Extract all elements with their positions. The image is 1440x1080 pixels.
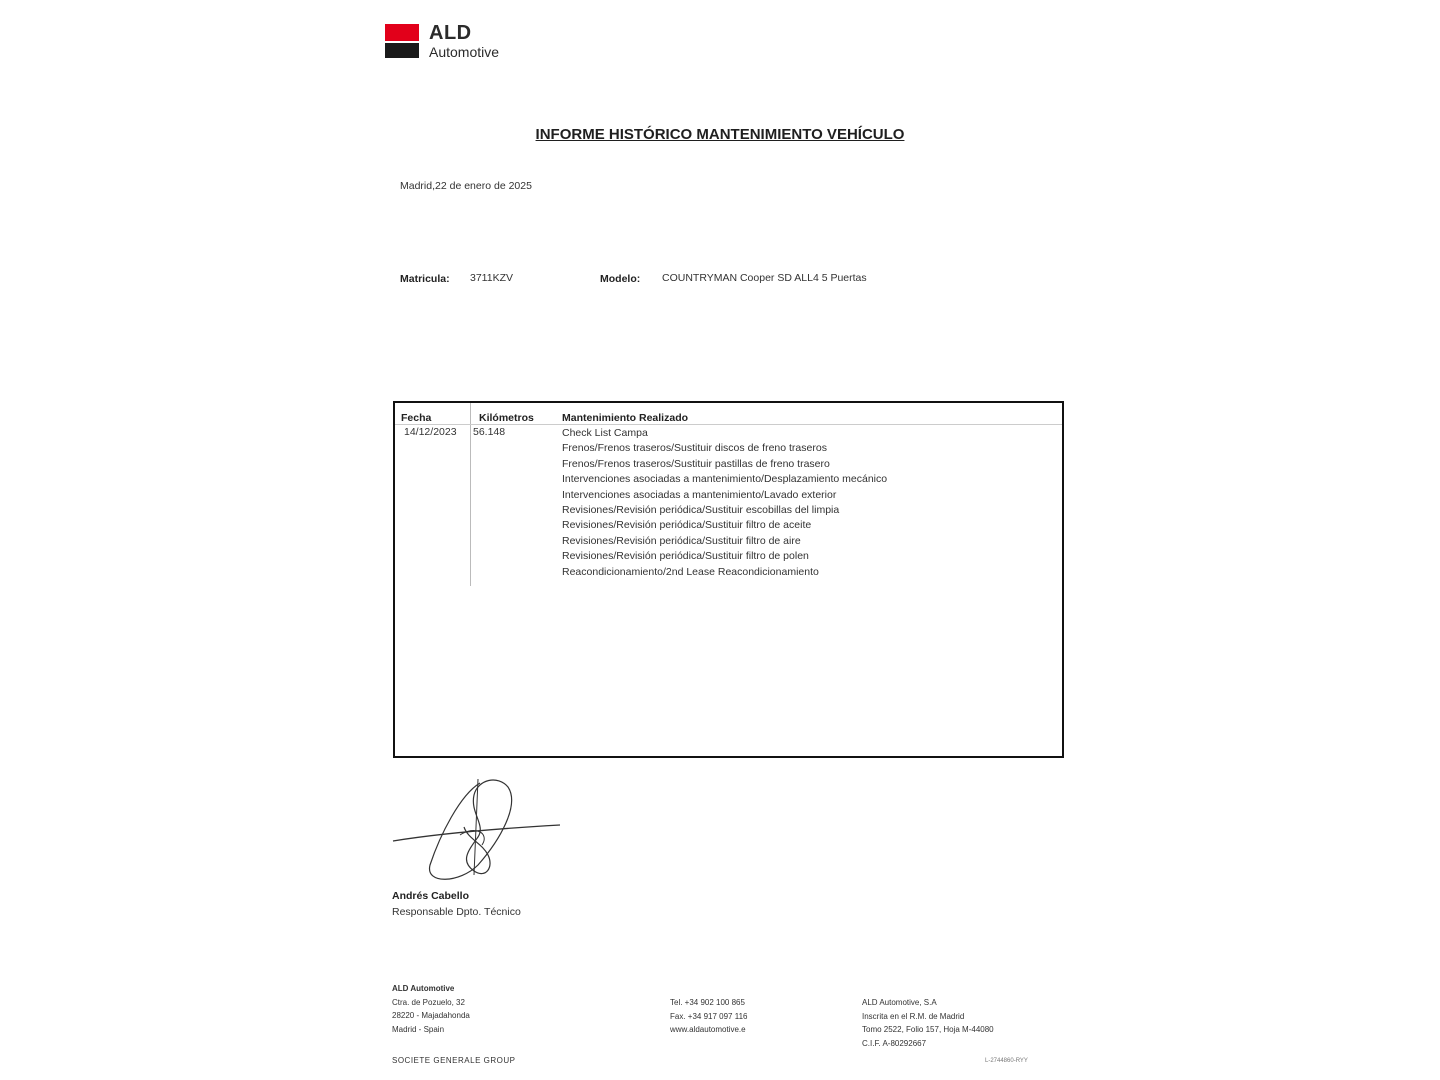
footer-contact-block <box>670 996 747 1037</box>
footer-address-1: Ctra. de Pozuelo, 32 <box>392 997 465 1007</box>
header-maintenance: Mantenimiento Realizado <box>562 412 689 424</box>
model-label: Modelo: <box>600 273 641 285</box>
row-date: 14/12/2023 <box>404 426 457 438</box>
footer-tel: Tel. +34 902 100 865 <box>670 998 745 1007</box>
place-date: Madrid,22 de enero de 2025 <box>400 180 532 192</box>
ald-logo-mark <box>385 24 419 58</box>
footer-legal-3: Tomo 2522, Folio 157, Hoja M-44080 <box>862 1025 994 1034</box>
signatory-role: Responsable Dpto. Técnico <box>392 906 521 918</box>
maintenance-item: Frenos/Frenos traseros/Sustituir discos de freno traseros <box>562 442 827 455</box>
maintenance-list <box>562 426 887 580</box>
maintenance-item: Frenos/Frenos traseros/Sustituir pastillas de freno trasero <box>562 457 830 470</box>
footer-group: SOCIETE GENERALE GROUP <box>392 1056 516 1065</box>
plate-label: Matricula: <box>400 273 450 285</box>
footer-legal-2: Inscrita en el R.M. de Madrid <box>862 1011 965 1021</box>
document-title: INFORME HISTÓRICO MANTENIMIENTO VEHÍCULO <box>535 126 905 143</box>
footer-legal-4: C.I.F. A-80292667 <box>862 1038 927 1048</box>
footer-company: ALD Automotive <box>392 984 455 993</box>
signatory-name: Andrés Cabello <box>392 890 470 902</box>
maintenance-item: Revisiones/Revisión periódica/Sustituir escobillas del limpia <box>562 503 840 516</box>
footer-company-block <box>392 982 470 1036</box>
maintenance-item: Revisiones/Revisión periódica/Sustituir filtro de polen <box>562 550 809 563</box>
footer-ref-code: L-2744860-RYY <box>985 1058 1028 1064</box>
header-date: Fecha <box>401 412 432 424</box>
logo-brand: ALD <box>429 22 472 44</box>
footer-web: www.aldautomotive.e <box>670 1025 746 1034</box>
footer-fax: Fax. +34 917 097 116 <box>670 1011 748 1021</box>
maintenance-item: Check List Campa <box>562 427 648 439</box>
footer-address-3: Madrid - Spain <box>392 1024 445 1034</box>
model-value: COUNTRYMAN Cooper SD ALL4 5 Puertas <box>662 272 867 284</box>
handwritten-signature <box>390 775 570 885</box>
column-divider <box>470 403 471 586</box>
maintenance-item: Reacondicionamiento/2nd Lease Reacondicionamiento <box>562 565 819 578</box>
maintenance-item: Revisiones/Revisión periódica/Sustituir filtro de aire <box>562 534 801 547</box>
maintenance-table <box>393 401 1064 758</box>
plate-value: 3711KZV <box>470 272 513 284</box>
maintenance-item: Revisiones/Revisión periódica/Sustituir filtro de aceite <box>562 519 812 532</box>
logo-subtitle: Automotive <box>429 44 500 60</box>
header-divider <box>395 424 1062 425</box>
footer-address-2: 28220 - Majadahonda <box>392 1011 470 1020</box>
header-km: Kilómetros <box>479 412 534 424</box>
maintenance-item: Intervenciones asociadas a mantenimiento/Lavado exterior <box>562 488 837 501</box>
footer-legal-1: ALD Automotive, S.A <box>862 998 937 1007</box>
maintenance-item: Intervenciones asociadas a mantenimiento/Desplazamiento mecánico <box>562 473 888 486</box>
row-km: 56.148 <box>473 426 506 438</box>
footer-legal-block <box>862 996 994 1050</box>
